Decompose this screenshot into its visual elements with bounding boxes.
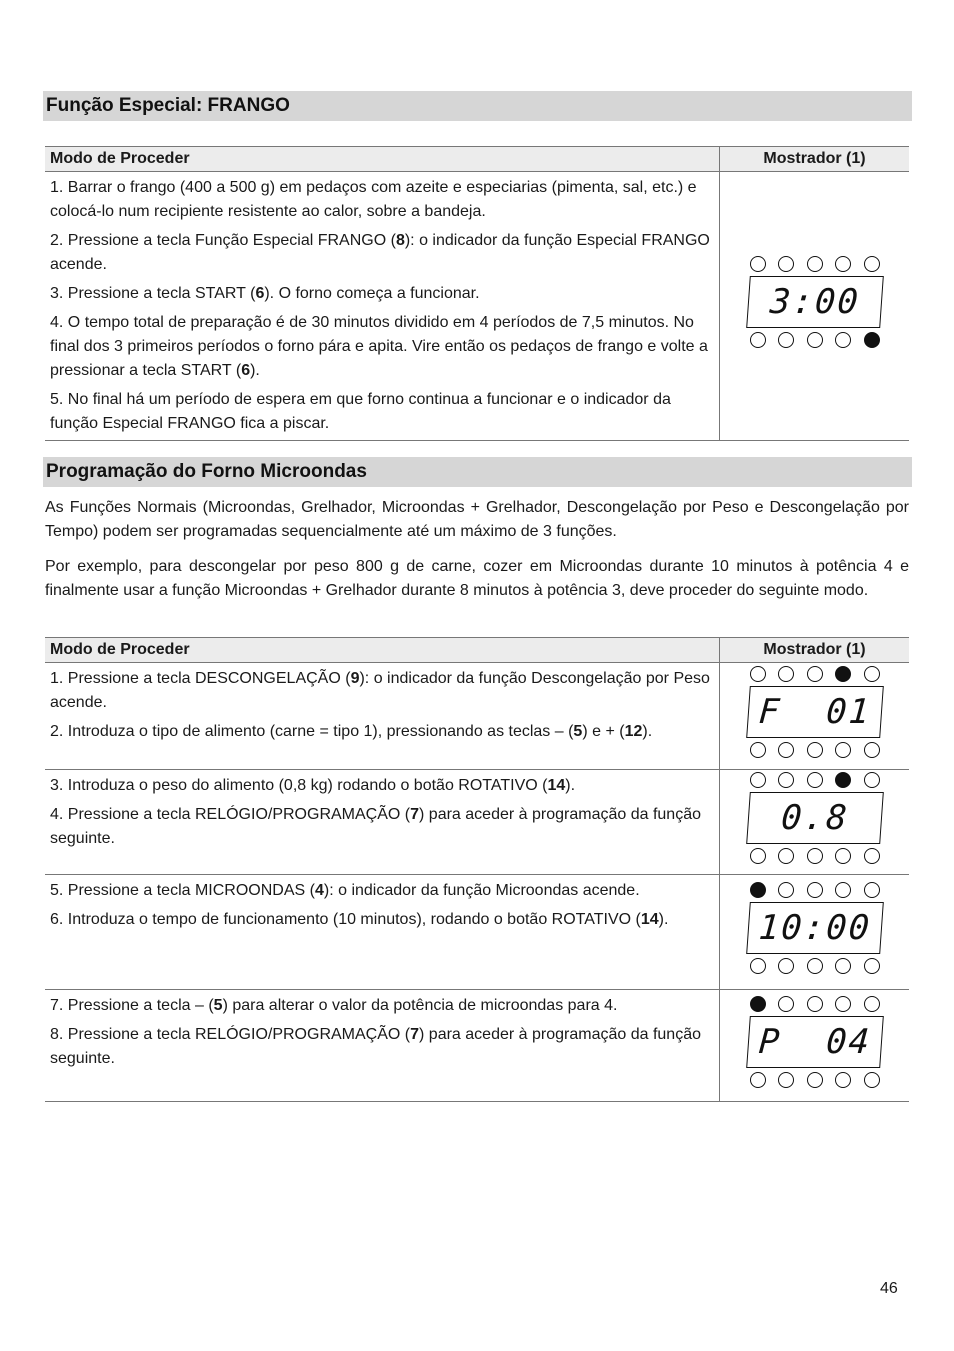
- step-item: 1. Pressione a tecla DESCONGELAÇÃO (9): o indicador da função Descongelação por Peso acende.: [50, 670, 710, 711]
- indicator-led-on: [864, 332, 880, 348]
- col-header-steps: Modo de Proceder: [45, 147, 720, 172]
- step-item: 2. Pressione a tecla Função Especial FRANGO (8): o indicador da função Especial FRANGO acende.: [50, 232, 710, 273]
- display-readout: F 01: [746, 686, 884, 738]
- steps-cell: [45, 663, 720, 770]
- step-item: 3. Pressione a tecla START (6). O forno começa a funcionar.: [50, 285, 480, 302]
- indicator-led-off: [864, 848, 880, 864]
- programming-steps-table: [45, 637, 909, 1102]
- bottom-indicator-row: [748, 332, 882, 348]
- indicator-led-off: [807, 332, 823, 348]
- table-row: [45, 663, 909, 770]
- page-number: 46: [880, 1280, 898, 1297]
- indicator-led-on: [750, 996, 766, 1012]
- oven-display: [748, 772, 882, 864]
- indicator-led-off: [807, 996, 823, 1012]
- step-item: 4. Pressione a tecla RELÓGIO/PROGRAMAÇÃO (7) para aceder à programação da função seguinte.: [50, 806, 701, 847]
- bottom-indicator-row: [748, 1072, 882, 1088]
- indicator-led-off: [750, 666, 766, 682]
- indicator-led-off: [807, 666, 823, 682]
- indicator-led-off: [750, 958, 766, 974]
- top-indicator-row: [748, 772, 882, 788]
- top-indicator-row: [748, 882, 882, 898]
- display-readout: P 04: [746, 1016, 884, 1068]
- indicator-led-off: [778, 332, 794, 348]
- top-indicator-row: [748, 666, 882, 682]
- display-readout: 3:00: [746, 276, 884, 328]
- step-item: 1. Barrar o frango (400 a 500 g) em pedaços com azeite e especiarias (pimenta, sal, etc.) e colocá-lo num recipiente resistente ao calor, sobre a bandeja.: [50, 179, 697, 220]
- indicator-led-off: [864, 666, 880, 682]
- indicator-led-off: [864, 256, 880, 272]
- steps-cell: [45, 990, 720, 1102]
- indicator-led-off: [778, 848, 794, 864]
- indicator-led-off: [778, 742, 794, 758]
- table-row: [45, 875, 909, 990]
- intro-paragraph: As Funções Normais (Microondas, Grelhador, Microondas + Grelhador, Descongelação por Peso e Descongelação por Tempo) podem ser programadas sequencialmente até um máximo de 3 funções.: [45, 499, 909, 540]
- oven-display: [748, 882, 882, 974]
- indicator-led-off: [750, 332, 766, 348]
- display-cell: [720, 172, 910, 441]
- top-indicator-row: [748, 256, 882, 272]
- oven-display: [748, 666, 882, 758]
- step-item: 8. Pressione a tecla RELÓGIO/PROGRAMAÇÃO (7) para aceder à programação da função seguinte.: [50, 1026, 701, 1067]
- indicator-led-off: [750, 256, 766, 272]
- indicator-led-off: [778, 996, 794, 1012]
- indicator-led-off: [835, 256, 851, 272]
- indicator-led-off: [750, 742, 766, 758]
- indicator-led-off: [864, 882, 880, 898]
- indicator-led-off: [835, 958, 851, 974]
- indicator-led-on: [835, 666, 851, 682]
- step-item: 5. No final há um período de espera em que forno continua a funcionar e o indicador da função Especial FRANGO fica a piscar.: [50, 391, 671, 432]
- bottom-indicator-row: [748, 958, 882, 974]
- section-title-frango: Função Especial: FRANGO: [43, 91, 912, 121]
- indicator-led-off: [750, 772, 766, 788]
- indicator-led-off: [835, 332, 851, 348]
- indicator-led-off: [807, 848, 823, 864]
- step-item: 6. Introduza o tempo de funcionamento (10 minutos), rodando o botão ROTATIVO (14).: [50, 911, 669, 928]
- indicator-led-off: [835, 882, 851, 898]
- col-header-steps: Modo de Proceder: [45, 638, 720, 663]
- indicator-led-off: [807, 958, 823, 974]
- display-readout: 0.8: [746, 792, 884, 844]
- step-item: 5. Pressione a tecla MICROONDAS (4): o indicador da função Microondas acende.: [50, 882, 640, 899]
- indicator-led-off: [864, 958, 880, 974]
- display-cell: [720, 990, 910, 1102]
- indicator-led-off: [864, 772, 880, 788]
- indicator-led-off: [778, 772, 794, 788]
- indicator-led-off: [807, 1072, 823, 1088]
- step-item: 4. O tempo total de preparação é de 30 minutos dividido em 4 períodos de 7,5 minutos. No final dos 3 primeiros períodos o forno pára e apita. Vire então os pedaços de frango e volte a pressionar a tecla START (6).: [50, 314, 708, 379]
- indicator-led-off: [750, 1072, 766, 1088]
- indicator-led-off: [864, 742, 880, 758]
- step-item: 7. Pressione a tecla – (5) para alterar o valor da potência de microondas para 4.: [50, 997, 618, 1014]
- display-readout: 10:00: [746, 902, 884, 954]
- oven-display: [748, 256, 882, 348]
- bottom-indicator-row: [748, 848, 882, 864]
- indicator-led-off: [807, 882, 823, 898]
- table-row: [45, 990, 909, 1102]
- indicator-led-off: [835, 742, 851, 758]
- steps-cell: [45, 875, 720, 990]
- bottom-indicator-row: [748, 742, 882, 758]
- display-cell: [720, 663, 910, 770]
- table-row: [45, 172, 909, 441]
- indicator-led-off: [778, 1072, 794, 1088]
- step-item: 2. Introduza o tipo de alimento (carne = tipo 1), pressionando as teclas – (5) e + (12).: [50, 723, 653, 740]
- indicator-led-off: [807, 742, 823, 758]
- steps-cell: [45, 770, 720, 875]
- display-cell: [720, 875, 910, 990]
- indicator-led-off: [807, 256, 823, 272]
- col-header-display: Mostrador (1): [720, 147, 910, 172]
- table-header: [45, 638, 909, 663]
- indicator-led-off: [807, 772, 823, 788]
- indicator-led-off: [864, 1072, 880, 1088]
- section-title-programacao: Programação do Forno Microondas: [43, 457, 912, 487]
- indicator-led-off: [778, 666, 794, 682]
- oven-display: [748, 996, 882, 1088]
- display-cell: [720, 770, 910, 875]
- indicator-led-off: [778, 882, 794, 898]
- indicator-led-off: [835, 1072, 851, 1088]
- table-header: [45, 147, 909, 172]
- indicator-led-off: [750, 848, 766, 864]
- steps-cell: [45, 172, 720, 441]
- indicator-led-on: [835, 772, 851, 788]
- top-indicator-row: [748, 996, 882, 1012]
- table-row: [45, 770, 909, 875]
- indicator-led-off: [864, 996, 880, 1012]
- col-header-display: Mostrador (1): [720, 638, 910, 663]
- example-paragraph: Por exemplo, para descongelar por peso 800 g de carne, cozer em Microondas durante 10 minutos à potência 4 e finalmente usar a função Microondas + Grelhador durante 8 minutos à potência 3, deve proceder do seguinte modo.: [45, 558, 909, 599]
- indicator-led-off: [778, 256, 794, 272]
- step-item: 3. Introduza o peso do alimento (0,8 kg) rodando o botão ROTATIVO (14).: [50, 777, 576, 794]
- indicator-led-off: [835, 848, 851, 864]
- indicator-led-on: [750, 882, 766, 898]
- indicator-led-off: [778, 958, 794, 974]
- frango-steps-table: [45, 146, 909, 441]
- indicator-led-off: [835, 996, 851, 1012]
